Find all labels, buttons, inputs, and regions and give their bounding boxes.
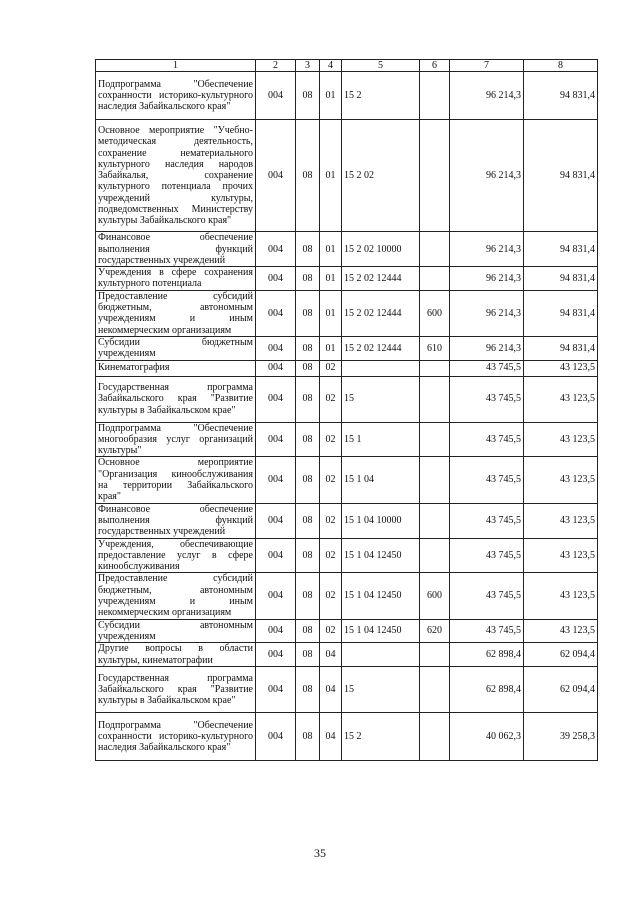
ved-code-cell: 004 [256, 573, 296, 619]
amount-year1-cell: 96 214,3 [450, 336, 524, 360]
target-article-cell: 15 1 04 12450 [342, 619, 420, 643]
amount-year2-cell: 62 094,4 [524, 667, 598, 713]
table-row [96, 667, 598, 713]
row-name-cell: Учреждения в сфере сохранения культурного потенциала [96, 267, 256, 291]
row-name-cell: Финансовое обеспечение выполнения функций государственных учреждений [96, 232, 256, 267]
amount-year1-cell: 62 898,4 [450, 643, 524, 667]
target-article-cell: 15 1 04 12450 [342, 538, 420, 573]
row-name-cell: Другие вопросы в области культуры, кинематографии [96, 643, 256, 667]
subsection-code-cell: 04 [320, 667, 342, 713]
section-code-cell: 08 [296, 360, 320, 376]
table-header-row [96, 60, 598, 72]
amount-year2-cell: 43 123,5 [524, 376, 598, 422]
expense-type-cell [420, 267, 450, 291]
section-code-cell: 08 [296, 643, 320, 667]
table-row [96, 619, 598, 643]
table-row [96, 336, 598, 360]
header-cell-2: 2 [256, 60, 296, 72]
expense-type-cell [420, 360, 450, 376]
budget-table [95, 59, 598, 761]
table-row [96, 376, 598, 422]
ved-code-cell: 004 [256, 290, 296, 336]
amount-year2-cell: 39 258,3 [524, 713, 598, 761]
amount-year1-cell: 43 745,5 [450, 538, 524, 573]
section-code-cell: 08 [296, 422, 320, 457]
table-row [96, 422, 598, 457]
amount-year2-cell: 43 123,5 [524, 422, 598, 457]
table-row [96, 503, 598, 538]
target-article-cell: 15 2 02 12444 [342, 267, 420, 291]
subsection-code-cell: 01 [320, 336, 342, 360]
subsection-code-cell: 02 [320, 619, 342, 643]
section-code-cell: 08 [296, 376, 320, 422]
section-code-cell: 08 [296, 267, 320, 291]
section-code-cell: 08 [296, 72, 320, 120]
amount-year1-cell: 96 214,3 [450, 72, 524, 120]
header-cell-6: 6 [420, 60, 450, 72]
table-row [96, 457, 598, 503]
amount-year1-cell: 43 745,5 [450, 619, 524, 643]
section-code-cell: 08 [296, 503, 320, 538]
amount-year1-cell: 62 898,4 [450, 667, 524, 713]
row-name-cell: Основное мероприятие "Учебно-методическая деятельность, сохранение нематериального культурного наследия народов Забайкалья, сохранение культурного потенциала прочих учреждений культуры, подведомственных Министерству культуры Забайкальского края" [96, 120, 256, 232]
amount-year1-cell: 96 214,3 [450, 120, 524, 232]
header-cell-5: 5 [342, 60, 420, 72]
section-code-cell: 08 [296, 290, 320, 336]
amount-year1-cell: 96 214,3 [450, 232, 524, 267]
expense-type-cell [420, 503, 450, 538]
amount-year2-cell: 94 831,4 [524, 267, 598, 291]
target-article-cell: 15 2 [342, 713, 420, 761]
subsection-code-cell: 02 [320, 360, 342, 376]
header-cell-8: 8 [524, 60, 598, 72]
subsection-code-cell: 01 [320, 290, 342, 336]
expense-type-cell: 600 [420, 573, 450, 619]
amount-year1-cell: 96 214,3 [450, 290, 524, 336]
subsection-code-cell: 02 [320, 422, 342, 457]
subsection-code-cell: 01 [320, 72, 342, 120]
ved-code-cell: 004 [256, 422, 296, 457]
amount-year1-cell: 43 745,5 [450, 457, 524, 503]
amount-year1-cell: 40 062,3 [450, 713, 524, 761]
amount-year2-cell: 43 123,5 [524, 619, 598, 643]
table-row [96, 267, 598, 291]
subsection-code-cell: 02 [320, 573, 342, 619]
amount-year2-cell: 43 123,5 [524, 457, 598, 503]
ved-code-cell: 004 [256, 457, 296, 503]
section-code-cell: 08 [296, 713, 320, 761]
row-name-cell: Предоставление субсидий бюджетным, автономным учреждениям и иным некоммерческим организациям [96, 290, 256, 336]
subsection-code-cell: 02 [320, 457, 342, 503]
section-code-cell: 08 [296, 538, 320, 573]
expense-type-cell [420, 643, 450, 667]
amount-year2-cell: 94 831,4 [524, 72, 598, 120]
row-name-cell: Финансовое обеспечение выполнения функций государственных учреждений [96, 503, 256, 538]
header-cell-1: 1 [96, 60, 256, 72]
amount-year2-cell: 94 831,4 [524, 120, 598, 232]
header-cell-7: 7 [450, 60, 524, 72]
section-code-cell: 08 [296, 336, 320, 360]
target-article-cell [342, 360, 420, 376]
ved-code-cell: 004 [256, 619, 296, 643]
target-article-cell: 15 2 02 12444 [342, 336, 420, 360]
amount-year2-cell: 62 094,4 [524, 643, 598, 667]
table-row [96, 713, 598, 761]
expense-type-cell [420, 457, 450, 503]
section-code-cell: 08 [296, 573, 320, 619]
target-article-cell: 15 1 04 [342, 457, 420, 503]
table-row [96, 538, 598, 573]
expense-type-cell [420, 232, 450, 267]
amount-year1-cell: 43 745,5 [450, 360, 524, 376]
ved-code-cell: 004 [256, 643, 296, 667]
section-code-cell: 08 [296, 232, 320, 267]
amount-year1-cell: 96 214,3 [450, 267, 524, 291]
expense-type-cell [420, 538, 450, 573]
amount-year2-cell: 43 123,5 [524, 503, 598, 538]
expense-type-cell [420, 376, 450, 422]
amount-year2-cell: 94 831,4 [524, 336, 598, 360]
section-code-cell: 08 [296, 619, 320, 643]
page-number: 35 [314, 846, 326, 860]
expense-type-cell [420, 72, 450, 120]
amount-year1-cell: 43 745,5 [450, 503, 524, 538]
table-body [96, 60, 598, 761]
row-name-cell: Подпрограмма "Обеспечение сохранности историко-культурного наследия Забайкальского края" [96, 72, 256, 120]
target-article-cell: 15 2 02 [342, 120, 420, 232]
target-article-cell: 15 2 02 10000 [342, 232, 420, 267]
row-name-cell: Субсидии автономным учреждениям [96, 619, 256, 643]
row-name-cell: Субсидии бюджетным учреждениям [96, 336, 256, 360]
table-row [96, 290, 598, 336]
expense-type-cell [420, 713, 450, 761]
table-row [96, 573, 598, 619]
ved-code-cell: 004 [256, 538, 296, 573]
section-code-cell: 08 [296, 457, 320, 503]
row-name-cell: Государственная программа Забайкальского края "Развитие культуры в Забайкальском крае" [96, 667, 256, 713]
amount-year2-cell: 43 123,5 [524, 573, 598, 619]
expense-type-cell: 620 [420, 619, 450, 643]
subsection-code-cell: 02 [320, 538, 342, 573]
target-article-cell: 15 1 04 10000 [342, 503, 420, 538]
section-code-cell: 08 [296, 120, 320, 232]
header-cell-3: 3 [296, 60, 320, 72]
amount-year1-cell: 43 745,5 [450, 573, 524, 619]
ved-code-cell: 004 [256, 72, 296, 120]
target-article-cell: 15 [342, 376, 420, 422]
target-article-cell: 15 2 02 12444 [342, 290, 420, 336]
ved-code-cell: 004 [256, 120, 296, 232]
table-row [96, 72, 598, 120]
ved-code-cell: 004 [256, 267, 296, 291]
row-name-cell: Предоставление субсидий бюджетным, автономным учреждениям и иным некоммерческим организациям [96, 573, 256, 619]
subsection-code-cell: 04 [320, 713, 342, 761]
subsection-code-cell: 01 [320, 267, 342, 291]
ved-code-cell: 004 [256, 503, 296, 538]
section-code-cell: 08 [296, 667, 320, 713]
subsection-code-cell: 02 [320, 376, 342, 422]
amount-year2-cell: 43 123,5 [524, 360, 598, 376]
subsection-code-cell: 02 [320, 503, 342, 538]
subsection-code-cell: 04 [320, 643, 342, 667]
amount-year1-cell: 43 745,5 [450, 376, 524, 422]
row-name-cell: Государственная программа Забайкальского края "Развитие культуры в Забайкальском крае" [96, 376, 256, 422]
target-article-cell: 15 1 04 12450 [342, 573, 420, 619]
expense-type-cell [420, 120, 450, 232]
amount-year2-cell: 94 831,4 [524, 232, 598, 267]
amount-year2-cell: 43 123,5 [524, 538, 598, 573]
expense-type-cell: 610 [420, 336, 450, 360]
amount-year1-cell: 43 745,5 [450, 422, 524, 457]
expense-type-cell [420, 422, 450, 457]
expense-type-cell [420, 667, 450, 713]
subsection-code-cell: 01 [320, 232, 342, 267]
ved-code-cell: 004 [256, 376, 296, 422]
row-name-cell: Кинематография [96, 360, 256, 376]
target-article-cell: 15 2 [342, 72, 420, 120]
ved-code-cell: 004 [256, 713, 296, 761]
table-row [96, 120, 598, 232]
amount-year2-cell: 94 831,4 [524, 290, 598, 336]
table-row [96, 360, 598, 376]
ved-code-cell: 004 [256, 360, 296, 376]
row-name-cell: Подпрограмма "Обеспечение многообразия услуг организаций культуры" [96, 422, 256, 457]
target-article-cell: 15 1 [342, 422, 420, 457]
expense-type-cell: 600 [420, 290, 450, 336]
table-row [96, 643, 598, 667]
table-row [96, 232, 598, 267]
row-name-cell: Подпрограмма "Обеспечение сохранности историко-культурного наследия Забайкальского края" [96, 713, 256, 761]
target-article-cell [342, 643, 420, 667]
row-name-cell: Учреждения, обеспечивающие предоставление услуг в сфере кинообслуживания [96, 538, 256, 573]
ved-code-cell: 004 [256, 232, 296, 267]
target-article-cell: 15 [342, 667, 420, 713]
row-name-cell: Основное мероприятие "Организация кинообслуживания на территории Забайкальского края" [96, 457, 256, 503]
header-cell-4: 4 [320, 60, 342, 72]
ved-code-cell: 004 [256, 336, 296, 360]
ved-code-cell: 004 [256, 667, 296, 713]
subsection-code-cell: 01 [320, 120, 342, 232]
